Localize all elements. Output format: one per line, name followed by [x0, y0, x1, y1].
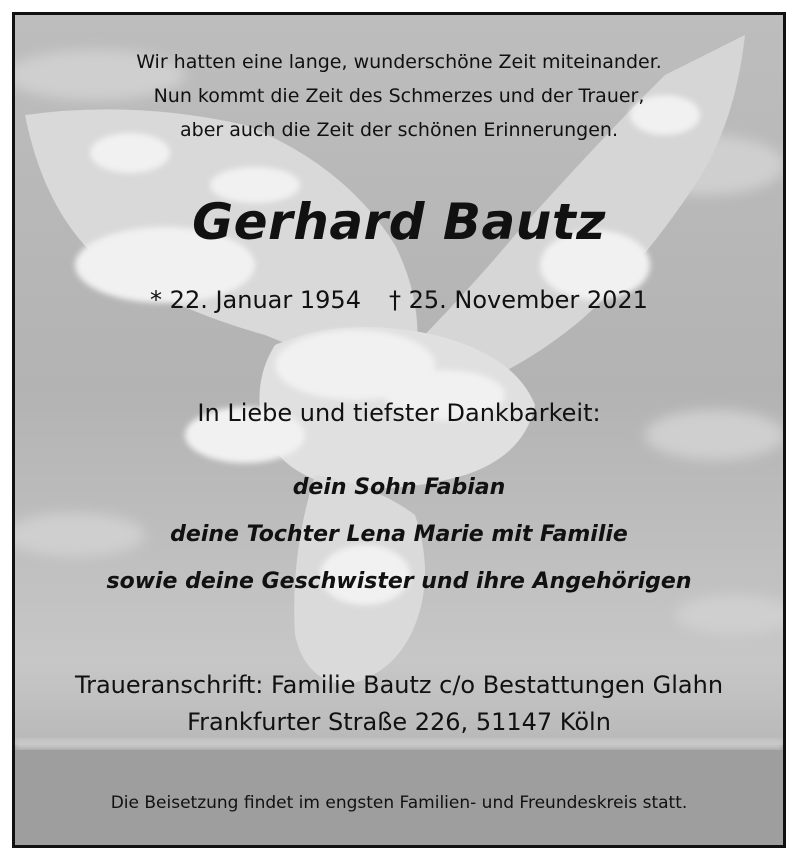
deceased-name: Gerhard Bautz	[192, 193, 606, 251]
mourners-list	[15, 464, 783, 605]
verse-block	[15, 45, 783, 147]
obituary-frame	[12, 12, 786, 848]
address-line-2: Frankfurter Straße 226, 51147 Köln	[187, 708, 611, 736]
life-dates	[15, 286, 783, 314]
mourner-line: sowie deine Geschwister und ihre Angehörigen	[106, 569, 692, 594]
birth-date: * 22. Januar 1954	[150, 286, 361, 314]
verse-line-1: Wir hatten eine lange, wunderschöne Zeit miteinander.	[136, 51, 662, 73]
death-date: † 25. November 2021	[388, 286, 648, 314]
mourner-line: dein Sohn Fabian	[292, 475, 506, 500]
thanks-line: In Liebe und tiefster Dankbarkeit:	[197, 399, 601, 427]
verse-line-2: Nun kommt die Zeit des Schmerzes und der Trauer,	[153, 85, 645, 107]
address-line-1: Traueranschrift: Familie Bautz c/o Bestattungen Glahn	[74, 671, 724, 699]
verse-line-3: aber auch die Zeit der schönen Erinnerungen.	[179, 119, 619, 141]
mourner-line: deine Tochter Lena Marie mit Familie	[170, 522, 628, 547]
mourning-address	[15, 667, 783, 741]
funeral-note: Die Beisetzung findet im engsten Familien- und Freundeskreis statt.	[110, 793, 688, 813]
